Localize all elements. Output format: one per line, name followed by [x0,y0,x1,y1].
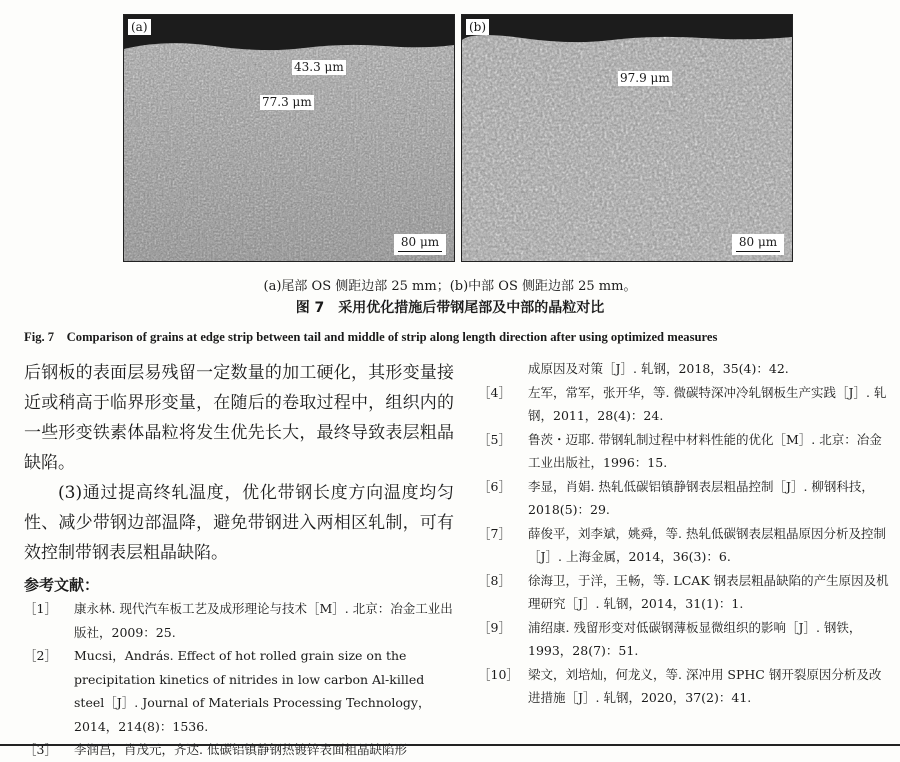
reference-number: ［3］ [24,742,57,757]
reference-text: 左军，常军，张开华，等. 微碳特深冲冷轧钢板生产实践［J］. 轧钢，2011，28(4)：24. [528,384,887,423]
reference-text: 薛俊平，刘李斌，姚舜，等. 热轧低碳钢表层粗晶原因分析及控制［J］. 上海金属，2014，36(3)：6. [528,525,886,564]
grain-size-label-b1: 97.9 μm [620,71,670,85]
reference-number: ［9］ [478,619,511,635]
reference-number: ［2］ [24,648,57,663]
reference-text: 浦绍康. 残留形变对低碳钢薄板显微组织的影响［J］. 钢铁，1993，28(7)：51. [528,619,862,658]
scale-bar-a [394,234,446,255]
reference-number: ［5］ [478,431,511,447]
figure-caption-cn: 图 7 采用优化措施后带钢尾部及中部的晶粒对比 [295,300,605,316]
grain-texture-b [462,15,792,261]
panel-letter-b: (b) [466,19,489,35]
scale-bar-label-a: 80 μm [400,235,440,249]
figure-subcaption: (a)尾部 OS 侧距边部 25 mm；(b)中部 OS 侧距边部 25 mm。 [263,279,637,294]
reference-number: ［7］ [478,525,511,541]
reference-item [478,522,892,569]
right-column [478,357,892,710]
left-column [24,358,454,762]
reference-number: ［6］ [478,478,511,494]
grain-size-label-a2: 77.3 μm [262,95,312,109]
reference-item [478,663,892,710]
reference-text: 鲁茨・迈耶. 带钢轧制过程中材料性能的优化［M］. 北京：冶金工业出版社，1996：15. [528,431,882,470]
reference-text: 李显，肖娟. 热轧低碳铝镇静钢表层粗晶控制［J］. 柳钢科技，2018(5)：29. [528,478,874,517]
reference-number: ［8］ [478,572,511,588]
reference-item [478,475,892,522]
reference-item [478,428,892,475]
panel-letter-a: (a) [128,19,151,35]
micrograph-panel-a [123,14,455,262]
scale-bar-line-b [736,251,780,252]
reference-number: ［10］ [478,666,519,682]
reference-continuation [478,357,892,381]
bottom-rule [0,744,900,746]
reference-item [478,616,892,663]
micrograph-panel-b [461,14,793,262]
body-paragraph-1: 后钢板的表面层易残留一定数量的加工硬化，其形变量接近或稍高于临界形变量，在随后的卷取过程中，组织内的一些形变铁素体晶粒将发生优先长大，最终导致表层粗晶缺陷。 [24,363,454,473]
reference-text: Mucsi，András. Effect of hot rolled grain size on the precipitation kinetics of nitrides in low carbon Al-killed steel［J］. Journal of Materials Processing Technology，2014，214(8)：1536. [74,648,431,734]
reference-item [24,738,454,762]
reference-number: ［4］ [478,384,511,400]
reference-number: ［1］ [24,601,57,616]
scale-bar-label-b: 80 μm [738,235,778,249]
reference-item [478,569,892,616]
reference-text: 徐海卫，于洋，王畅，等. LCAK 钢表层粗晶缺陷的产生原因及机理研究［J］. 轧钢，2014，31(1)：1. [528,572,889,611]
reference-text: 康永林. 现代汽车板工艺及成形理论与技术［M］. 北京：冶金工业出版社，2009：25. [74,601,453,640]
figure-caption-en: Fig. 7 Comparison of grains at edge strip between tail and middle of strip along length direction after using optimized measures [24,330,718,344]
reference-text: 成原因及对策［J］. 轧钢，2018，35(4)：42. [528,361,789,376]
reference-text: 梁文，刘培灿，何龙义，等. 深冲用 SPHC 钢开裂原因分析及改进措施［J］. 轧钢，2020，37(2)：41. [528,666,882,705]
reference-item [24,597,454,644]
scale-bar-line-a [398,251,442,252]
reference-item [478,381,892,428]
body-paragraph-2: (3)通过提高终轧温度，优化带钢长度方向温度均匀性、减少带钢边部温降，避免带钢进入两相区轧制，可有效控制带钢表层粗晶缺陷。 [24,483,454,563]
references-heading: 参考文献： [24,576,100,594]
grain-size-label-a1: 43.3 μm [294,60,344,74]
scale-bar-b [732,234,784,255]
grain-texture-a [124,15,454,261]
reference-item [24,644,454,738]
reference-text: 李润昌，肖茂元，齐达. 低碳铝镇静钢热镀锌表面粗晶缺陷形 [74,742,407,757]
